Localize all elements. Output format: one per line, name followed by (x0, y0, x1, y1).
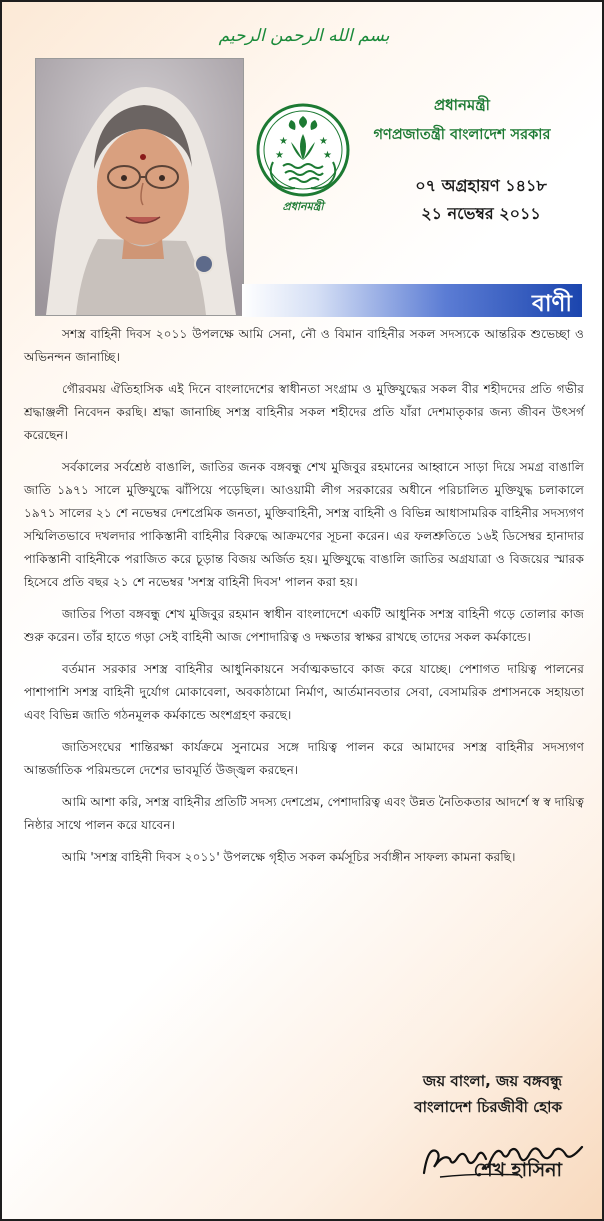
bangla-date: ০৭ অগ্রহায়ণ ১৪১৮ (415, 176, 547, 195)
message-paragraph: বর্তমান সরকার সশস্ত্র বাহিনীর আধুনিকায়নে সর্বাত্মকভাবে কাজ করে যাচ্ছে। পেশাগত দায়িত্ব পালনের পাশাপাশি সশস্ত্র বাহিনী দুর্যোগ মোকাবেলা, অবকাঠামো নির্মাণ, আর্তমানবতার সেবা, বেসামরিক প্রশাসনকে সহায়তা এবং বিভিন্ন জাতি গঠনমূলক কর্মকান্ডে অংশগ্রহণ করছে। (24, 662, 584, 722)
heading-bar (242, 284, 582, 317)
svg-text:★: ★ (275, 150, 284, 161)
signer-name: শেখ হাসিনা (473, 1159, 562, 1181)
closing-slogan: জয় বাংলা, জয় বঙ্গবন্ধু (422, 1072, 562, 1090)
office-header (362, 94, 562, 148)
prime-minister-portrait (35, 58, 244, 316)
message-heading: বাণী (532, 291, 572, 317)
message-body (24, 323, 584, 878)
bismillah-calligraphy: بسم الله الرحمن الرحيم (218, 26, 390, 46)
prime-minister-emblem (255, 102, 351, 214)
message-paragraph: সর্বকালের সর্বশ্রেষ্ঠ বাঙালি, জাতির জনক বঙ্গবন্ধু শেখ মুজিবুর রহমানের আহ্বানে সাড়া দিয়ে সমগ্র বাঙালি জাতি ১৯৭১ সালে মুক্তিযুদ্ধে ঝাঁপিয়ে পড়েছিল। আওয়ামী লীগ সরকারের অধীনে পরিচালিত মুক্তিযুদ্ধ চলাকালে ১৯৭১ সালের ২১ শে নভেম্বর দেশপ্রেমিক জনতা, মুক্তিবাহিনী, সশস্ত্র বাহিনী ও বিভিন্ন আধাসামরিক বাহিনীর সদস্যগণ সম্মিলিতভাবে দখলদার পাকিস্তানী বাহিনীর বিরুদ্ধে আক্রমণের সূচনা করেন। এর ফলশ্রুতিতে ১৬ই ডিসেম্বর হানাদার পাকিস্তানী বাহিনীকে পরাজিত করে চূড়ান্ত বিজয় অর্জিত হয়। মুক্তিযুদ্ধে বাঙালি জাতির অগ্রযাত্রা ও বিজয়ের স্মারক হিসেবে প্রতি বছর ২১ শে নভেম্বর 'সশস্ত্র বাহিনী দিবস' পালন করা হয়। (24, 460, 584, 589)
svg-text:★: ★ (323, 150, 332, 161)
message-paragraph: আমি আশা করি, সশস্ত্র বাহিনীর প্রতিটি সদস্য দেশপ্রেম, পেশাদারিত্ব এবং উন্নত নৈতিকতার আদর্শে স্ব স্ব দায়িত্ব নিষ্ঠার সাথে পালন করে যাবেন। (24, 795, 584, 832)
message-paragraph: জাতির পিতা বঙ্গবন্ধু শেখ মুজিবুর রহমান স্বাধীন বাংলাদেশে একটি আধুনিক সশস্ত্র বাহিনী গড়ে তোলার কাজ শুরু করেন। তাঁর হাতে গড়া সেই বাহিনী আজ পেশাদারিত্ব ও দক্ষতার স্বাক্ষর রাখছে তাদের সকল কর্মকান্ডে। (24, 607, 584, 644)
closing-lines (414, 1068, 562, 1120)
message-paragraph: জাতিসংঘের শান্তিরক্ষা কার্যক্রমে সুনামের সঙ্গে দায়িত্ব পালন করে আমাদের সশস্ত্র বাহিনীর সদস্যগণ আন্তর্জাতিক পরিমন্ডলে দেশের ভাবমূর্তি উজ্জ্বল করছেন। (24, 740, 584, 777)
svg-text:★: ★ (319, 136, 328, 147)
english-date: ২১ নভেম্বর ২০১১ (421, 204, 541, 223)
emblem-caption: প্রধানমন্ত্রী (282, 200, 324, 213)
closing-wish: বাংলাদেশ চিরজীবী হোক (414, 1098, 562, 1116)
government-name: গণপ্রজাতন্ত্রী বাংলাদেশ সরকার (373, 127, 551, 143)
portrait-image (36, 59, 243, 315)
message-paragraph: আমি 'সশস্ত্র বাহিনী দিবস ২০১১' উপলক্ষে গৃহীত সকল কর্মসূচির সর্বাঙ্গীন সাফল্য কামনা করছি। (62, 850, 516, 864)
svg-text:★: ★ (279, 136, 288, 147)
message-paragraph: সশস্ত্র বাহিনী দিবস ২০১১ উপলক্ষে আমি সেনা, নৌ ও বিমান বাহিনীর সকল সদস্যকে আন্তরিক শুভেচ্ছা ও অভিনন্দন জানাচ্ছি। (24, 327, 584, 364)
office-title: প্রধানমন্ত্রী (434, 96, 490, 114)
message-paragraph: গৌরবময় ঐতিহাসিক এই দিনে বাংলাদেশের স্বাধীনতা সংগ্রাম ও মুক্তিযুদ্ধের সকল বীর শহীদদের প্রতি গভীর শ্রদ্ধাঞ্জলী নিবেদন করছি। শ্রদ্ধা জানাচ্ছি সশস্ত্র বাহিনীর সকল শহীদের প্রতি যাঁরা দেশমাতৃকার জন্য জীবন উৎসর্গ করেছেন। (24, 382, 584, 442)
